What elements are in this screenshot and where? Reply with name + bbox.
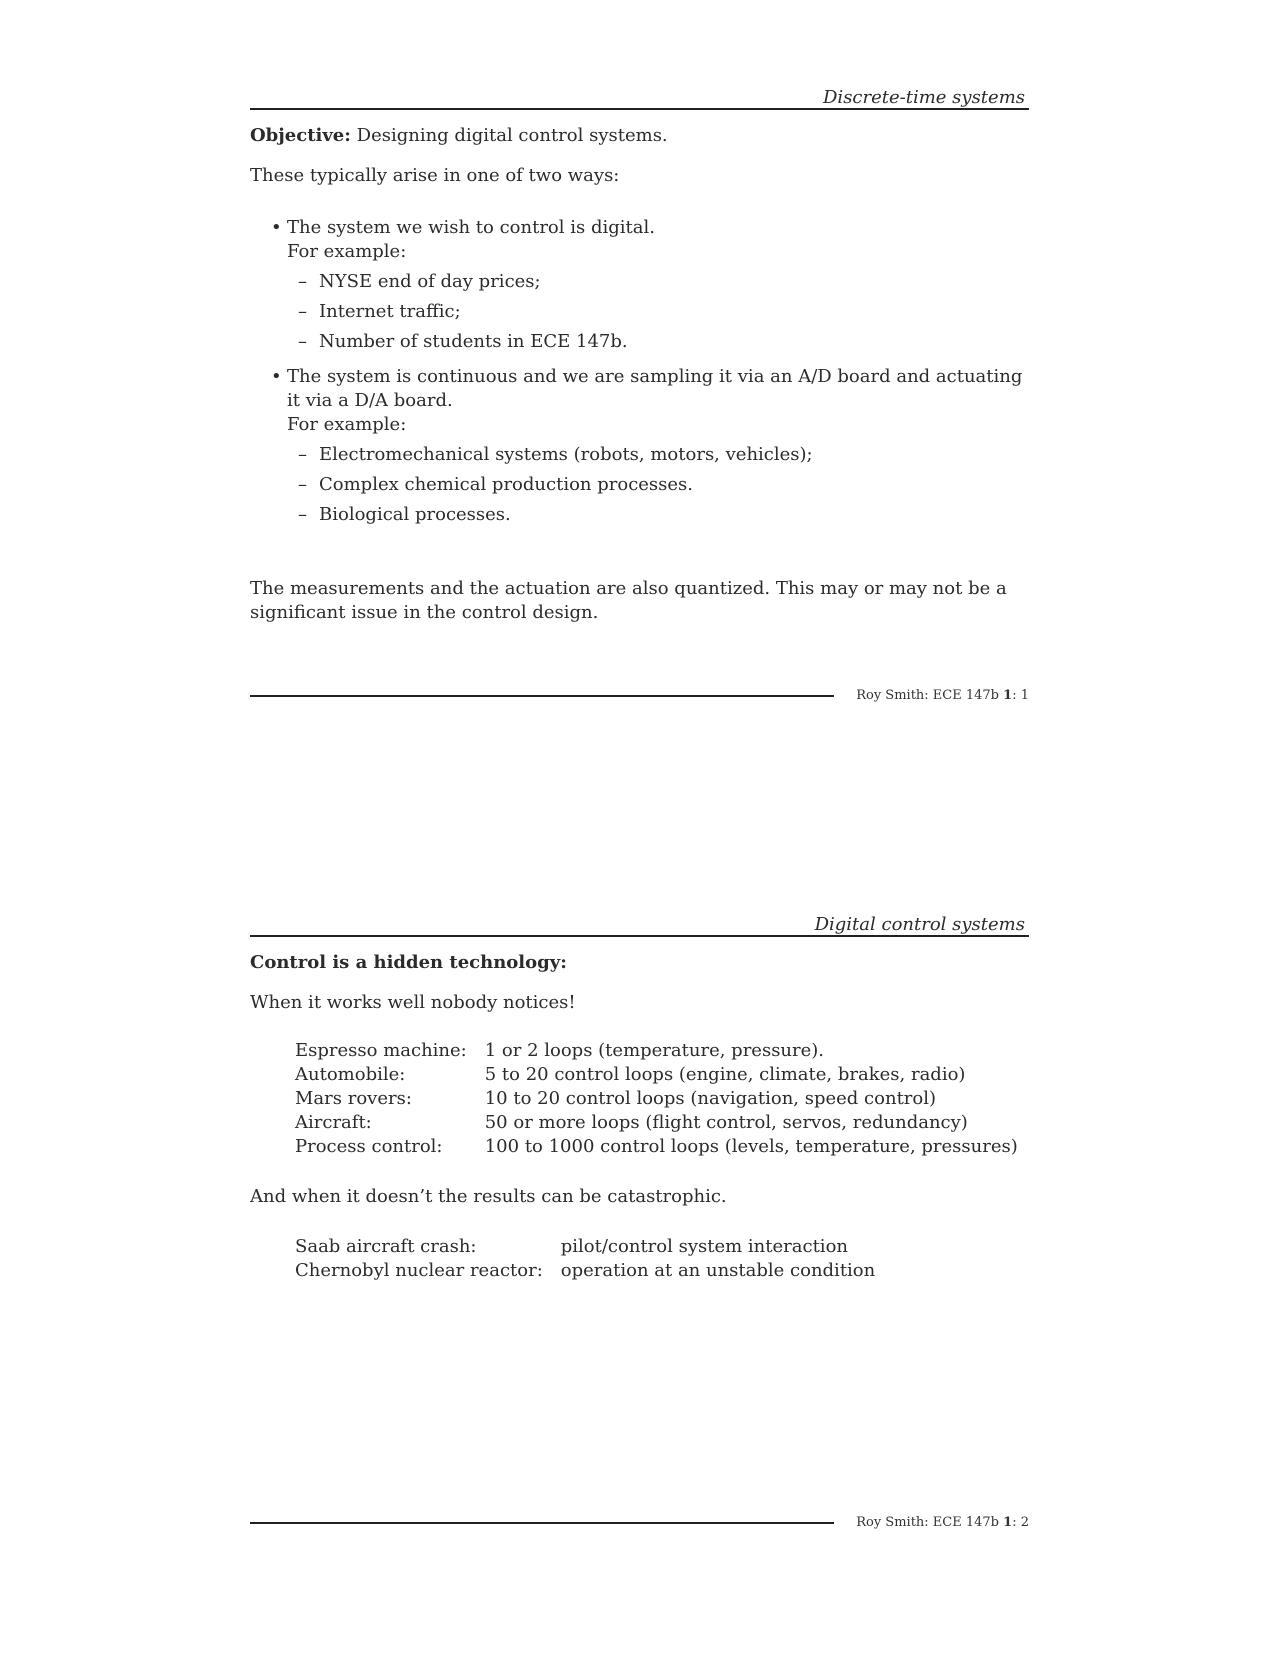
sub-item xyxy=(287,330,1029,354)
slide-footer xyxy=(250,686,1029,706)
example-value: 50 or more loops (flight control, servos, redundancy) xyxy=(484,1112,968,1133)
failure-value: pilot/control system interaction xyxy=(560,1236,848,1257)
bullet-dot-icon: • xyxy=(271,366,282,387)
footer-section: 1 xyxy=(1003,1515,1013,1530)
sub-item xyxy=(287,300,1029,324)
failure-label: Chernobyl nuclear reactor: xyxy=(295,1260,543,1281)
dash-icon: – xyxy=(298,331,307,352)
bullet-item xyxy=(250,216,1029,354)
sub-list xyxy=(287,443,1029,527)
for-example: For example: xyxy=(287,414,407,435)
bullet-list xyxy=(250,216,1029,527)
footer-rule xyxy=(250,1522,834,1524)
example-label: Aircraft: xyxy=(295,1112,372,1133)
failure-label: Saab aircraft crash: xyxy=(295,1236,477,1257)
sub-item-text: Complex chemical production processes. xyxy=(319,474,694,495)
dash-icon: – xyxy=(298,474,307,495)
footer-text xyxy=(856,1513,1029,1533)
sub-item xyxy=(287,443,1029,467)
bullet-text: The system we wish to control is digital. xyxy=(287,217,655,238)
objective-text: Designing digital control systems. xyxy=(356,125,668,146)
sub-item-text: Electromechanical systems (robots, motors, vehicles); xyxy=(319,444,813,465)
table-row xyxy=(295,1135,1018,1159)
bullet-item xyxy=(250,365,1029,527)
intro-text: These typically arise in one of two ways: xyxy=(250,165,620,186)
failure-value: operation at an unstable condition xyxy=(560,1260,876,1281)
slide-title: Digital control systems xyxy=(814,914,1025,935)
failures-table xyxy=(295,1235,875,1283)
dash-icon: – xyxy=(298,444,307,465)
slide-footer xyxy=(250,1513,1029,1533)
for-example: For example: xyxy=(287,241,407,262)
example-label: Mars rovers: xyxy=(295,1088,412,1109)
table-row xyxy=(295,1235,875,1259)
closing-text: The measurements and the actuation are also quantized. This may or may not be a significant issue in the control design. xyxy=(250,578,1007,623)
table-row xyxy=(295,1259,875,1283)
sub-item xyxy=(287,270,1029,294)
intro-text: When it works well nobody notices! xyxy=(250,992,576,1013)
table-row xyxy=(295,1087,1018,1111)
example-value: 5 to 20 control loops (engine, climate, brakes, radio) xyxy=(484,1064,966,1085)
example-value: 100 to 1000 control loops (levels, temperature, pressures) xyxy=(484,1136,1018,1157)
footer-author: Roy Smith: ECE 147b xyxy=(856,1515,1000,1530)
example-value: 1 or 2 loops (temperature, pressure). xyxy=(484,1040,825,1061)
table-row xyxy=(295,1111,1018,1135)
example-label: Espresso machine: xyxy=(295,1040,467,1061)
footer-section: 1 xyxy=(1003,688,1013,703)
footer-page: : 2 xyxy=(1012,1515,1029,1530)
dash-icon: – xyxy=(298,271,307,292)
slide-title: Discrete-time systems xyxy=(823,87,1025,108)
sub-item-text: Number of students in ECE 147b. xyxy=(319,331,628,352)
sub-item-text: Internet traffic; xyxy=(319,301,461,322)
footer-text xyxy=(856,686,1029,706)
bullet-dot-icon: • xyxy=(271,217,282,238)
example-label: Process control: xyxy=(295,1136,443,1157)
table-row xyxy=(295,1063,1018,1087)
footer-rule xyxy=(250,695,834,697)
sub-item-text: Biological processes. xyxy=(319,504,511,525)
footer-author: Roy Smith: ECE 147b xyxy=(856,688,1000,703)
example-value: 10 to 20 control loops (navigation, speed control) xyxy=(484,1088,937,1109)
table-row xyxy=(295,1039,1018,1063)
failure-intro: And when it doesn’t the results can be catastrophic. xyxy=(250,1186,727,1207)
section-heading: Control is a hidden technology: xyxy=(250,952,567,973)
example-label: Automobile: xyxy=(295,1064,406,1085)
sub-item-text: NYSE end of day prices; xyxy=(319,271,541,292)
footer-page: : 1 xyxy=(1012,688,1029,703)
dash-icon: – xyxy=(298,301,307,322)
bullet-text: The system is continuous and we are sampling it via an A/D board and actuating it via a D/A board. xyxy=(287,366,1023,411)
sub-item xyxy=(287,473,1029,497)
slide-1 xyxy=(250,86,1029,703)
slide-2 xyxy=(250,913,1029,1530)
dash-icon: – xyxy=(298,504,307,525)
sub-list xyxy=(287,270,1029,354)
objective xyxy=(250,124,1029,148)
objective-label: Objective: xyxy=(250,125,351,146)
sub-item xyxy=(287,503,1029,527)
examples-table xyxy=(295,1039,1018,1159)
